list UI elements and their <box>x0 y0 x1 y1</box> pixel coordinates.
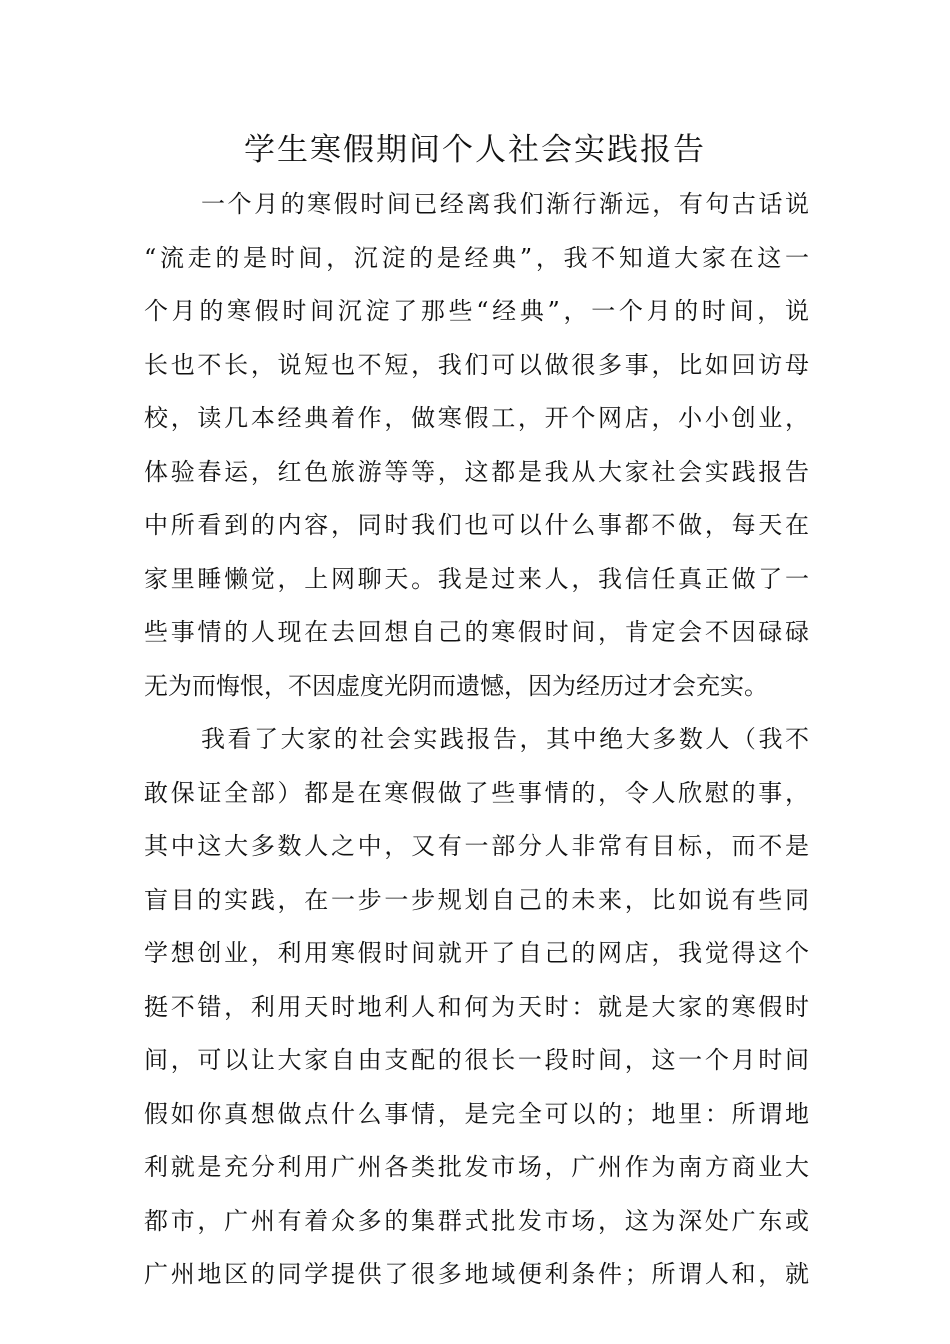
document-body <box>144 178 809 1302</box>
paragraph-2-line: 都市，广州有着众多的集群式批发市场，这为深处广东或 <box>144 1206 809 1235</box>
paragraph-1-line: “流走的是时间，沉淀的是经典”，我不知道大家在这一 <box>144 243 809 272</box>
paragraph-1-line: 校，读几本经典着作，做寒假工，开个网店，小小创业， <box>144 404 809 432</box>
paragraph-2-line: 广州地区的同学提供了很多地域便利条件；所谓人和，就 <box>144 1260 809 1288</box>
paragraph-1-line: 无为而悔恨，不因虚度光阴而遗憾，因为经历过才会充实。 <box>144 671 768 700</box>
paragraph-2-line: 我看了大家的社会实践报告，其中绝大多数人（我不 <box>201 725 809 753</box>
paragraph-2-line: 利就是充分利用广州各类批发市场，广州作为南方商业大 <box>144 1153 809 1181</box>
paragraph-1-line: 些事情的人现在去回想自己的寒假时间，肯定会不因碌碌 <box>144 618 809 646</box>
paragraph-2-line: 盲目的实践，在一步一步规划自己的未来，比如说有些同 <box>144 885 809 914</box>
paragraph-1-line: 一个月的寒假时间已经离我们渐行渐远，有句古话说 <box>201 190 809 218</box>
paragraph-2-line: 间，可以让大家自由支配的很长一段时间，这一个月时间 <box>144 1046 809 1074</box>
paragraph-2-line: 假如你真想做点什么事情，是完全可以的；地里：所谓地 <box>144 1099 809 1128</box>
paragraph-1-line: 家里睡懒觉，上网聊天。我是过来人，我信任真正做了一 <box>144 564 809 593</box>
paragraph-1-line: 个月的寒假时间沉淀了那些“经典”，一个月的时间，说 <box>144 297 809 325</box>
paragraph-2-line: 挺不错，利用天时地利人和何为天时：就是大家的寒假时 <box>144 992 809 1021</box>
paragraph-1-line: 中所看到的内容，同时我们也可以什么事都不做，每天在 <box>144 511 809 539</box>
paragraph-2-line: 其中这大多数人之中，又有一部分人非常有目标，而不是 <box>144 832 809 860</box>
paragraph-1-line: 体验春运，红色旅游等等，这都是我从大家社会实践报告 <box>144 457 809 486</box>
document-title: 学生寒假期间个人社会实践报告 <box>244 132 706 168</box>
paragraph-2-line: 敢保证全部）都是在寒假做了些事情的，令人欣慰的事， <box>144 778 809 807</box>
paragraph-2-line: 学想创业，利用寒假时间就开了自己的网店，我觉得这个 <box>144 939 809 967</box>
paragraph-1-line: 长也不长，说短也不短，我们可以做很多事，比如回访母 <box>144 350 809 379</box>
